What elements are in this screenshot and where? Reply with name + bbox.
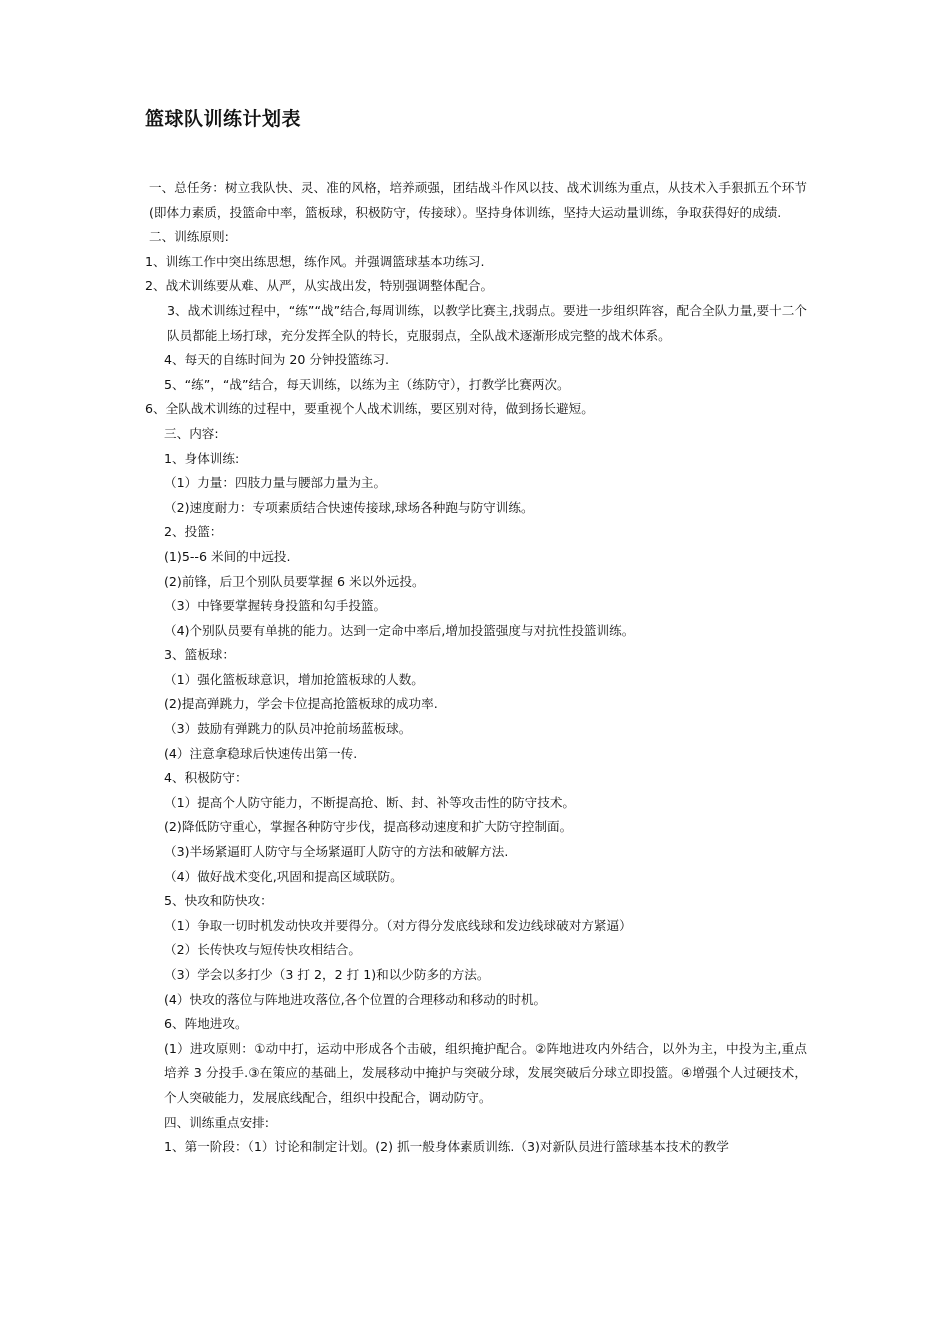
content-item: （3）鼓励有弹跳力的队员冲抢前场蓝板球。 bbox=[164, 721, 412, 737]
heading-training-principles: 二、训练原则: bbox=[149, 229, 229, 245]
content-item: （1）力量：四肢力量与腰部力量为主。 bbox=[164, 475, 387, 491]
heading-training-schedule: 四、训练重点安排: bbox=[164, 1114, 269, 1130]
content-item: （2）长传快攻与短传快攻相结合。 bbox=[164, 942, 361, 958]
principle-item-2: 2、战术训练要从难、从严，从实战出发，特别强调整体配合。 bbox=[145, 278, 494, 294]
principle-item-3: 3、战术训练过程中，“练”“战”结合,每周训练，以教学比赛主,找弱点。要进一步组织阵容，配合全队力量,要十二个队员都能上场打球，充分发挥全队的特长，克服弱点，全队战术逐渐形成完整的战术体系。 bbox=[167, 302, 807, 343]
content-section-set-offense: 6、阵地进攻。 bbox=[164, 1016, 248, 1032]
content-item: (1)5--6 米间的中远投. bbox=[164, 548, 291, 564]
content-item: （3）学会以多打少（3 打 2，2 打 1)和以少防多的方法。 bbox=[164, 967, 490, 982]
paragraph-general-task: 一、总任务：树立我队快、灵、准的风格，培养顽强，团结战斗作风以技、战术训练为重点，从技术入手狠抓五个环节(即体力素质，投篮命中率，篮板球，积极防守，传接球）。坚持身体训练，坚持大运动量训练，争取获得好的成绩. bbox=[149, 180, 807, 220]
content-item: (4）注意拿稳球后快速传出第一传. bbox=[164, 745, 358, 761]
heading-content: 三、内容: bbox=[164, 425, 219, 441]
document-title: 篮球队训练计划表 bbox=[145, 108, 302, 130]
principle-item-1: 1、训练工作中突出练思想，练作风。并强调篮球基本功练习. bbox=[145, 253, 485, 269]
content-section-rebound: 3、篮板球： bbox=[164, 647, 235, 663]
content-section-physical: 1、身体训练: bbox=[164, 450, 240, 466]
content-item: （4）做好战术变化,巩固和提高区域联防。 bbox=[164, 868, 403, 884]
content-section-shooting: 2、投篮： bbox=[164, 524, 223, 540]
content-item: （1）争取一切时机发动快攻并要得分。（对方得分发底线球和发边线球破对方紧逼） bbox=[164, 917, 632, 933]
content-item: (2)前锋，后卫个别队员要掌握 6 米以外远投。 bbox=[164, 573, 425, 589]
content-item: （3）中锋要掌握转身投篮和勾手投篮。 bbox=[164, 598, 387, 614]
document-body bbox=[145, 176, 807, 1160]
content-item: (2)降低防守重心，掌握各种防守步伐，提高移动速度和扩大防守控制面。 bbox=[164, 819, 573, 835]
content-item-offense-principles: (1）进攻原则：①动中打，运动中形成各个击破，组织掩护配合。②阵地进攻内外结合，以外为主，中投为主,重点培养 3 分投手.③在策应的基础上，发展移动中掩护与突破分球，发展突破后分球立即投篮。④增强个人过硬技术，个人突破能力，发展底线配合，组织中投配合，调动防守。 bbox=[164, 1040, 807, 1105]
content-item: （3)半场紧逼盯人防守与全场紧逼盯人防守的方法和破解方法. bbox=[164, 844, 509, 860]
content-item: （1）强化篮板球意识，增加抢篮板球的人数。 bbox=[164, 671, 424, 687]
content-item: （2)速度耐力：专项素质结合快速传接球,球场各种跑与防守训练。 bbox=[164, 499, 534, 515]
content-item: (4）快攻的落位与阵地进攻落位,各个位置的合理移动和移动的时机。 bbox=[164, 991, 547, 1007]
principle-item-6: 6、全队战术训练的过程中，要重视个人战术训练，要区别对待，做到扬长避短。 bbox=[145, 401, 594, 417]
content-item: （1）提高个人防守能力，不断提高抢、断、封、补等攻击性的防守技术。 bbox=[164, 794, 576, 810]
principle-item-5: 5、“练”，“战”结合，每天训练，以练为主（练防守），打教学比赛两次。 bbox=[164, 376, 570, 392]
content-section-defense: 4、积极防守： bbox=[164, 770, 248, 786]
principle-item-4: 4、每天的自练时间为 20 分钟投篮练习. bbox=[164, 352, 389, 368]
content-section-fast-break: 5、快攻和防快攻： bbox=[164, 893, 273, 909]
content-item: (2)提高弹跳力，学会卡位提高抢篮板球的成功率. bbox=[164, 696, 438, 712]
content-item: （4)个别队员要有单挑的能力。达到一定命中率后,增加投篮强度与对抗性投篮训练。 bbox=[164, 622, 635, 638]
schedule-stage-1: 1、第一阶段：（1）讨论和制定计划。(2) 抓一般身体素质训练.（3)对新队员进行篮球基本技术的教学 bbox=[164, 1139, 729, 1155]
